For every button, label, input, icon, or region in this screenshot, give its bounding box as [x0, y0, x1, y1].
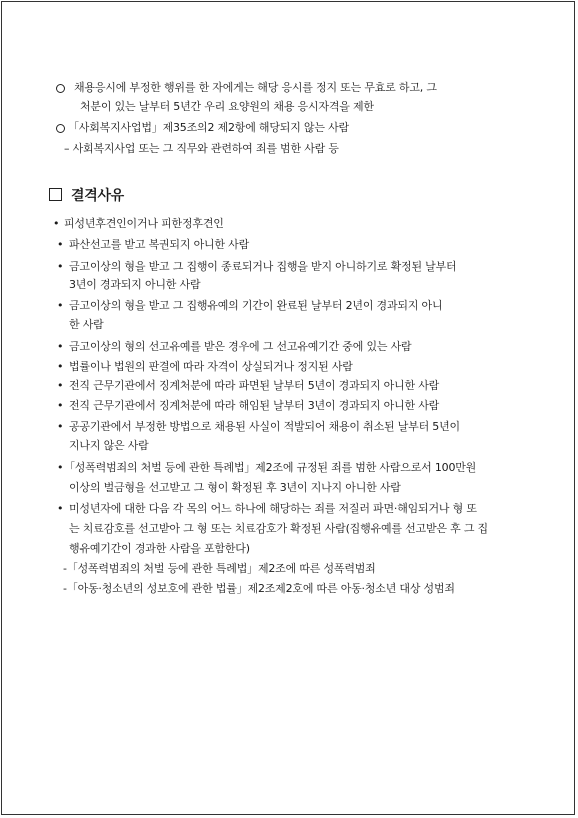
disqualification-item: 금고이상의 형을 받고 그 집행이 종료되거나 집행을 받지 아니하기로 확정된 날부터	[69, 260, 457, 273]
disqualification-item-cont: 3년이 경과되지 아니한 사람	[69, 278, 201, 291]
bullet-icon: •	[57, 238, 64, 251]
circle-bullet-icon	[56, 84, 65, 93]
disqualification-item: 법률이나 법원의 판결에 따라 자격이 상실되거나 정지된 사람	[69, 360, 353, 373]
disqualification-item: 미성년자에 대한 다음 각 목의 어느 하나에 해당하는 죄를 저질러 파면·해임되거나 형 또	[69, 502, 477, 515]
bullet-icon: •	[57, 420, 64, 433]
bullet-icon: •	[57, 299, 64, 312]
bullet-icon: •	[57, 399, 64, 412]
sub-dash-item: -「아동·청소년의 성보호에 관한 법률」제2조제2호에 따른 아동·청소년 대상 성범죄	[63, 582, 455, 595]
disqualification-item: 「성폭력범죄의 처벌 등에 관한 특례법」제2조에 규정된 죄를 범한 사람으로서 100만원	[64, 461, 477, 474]
disqualification-item: 공공기관에서 부정한 방법으로 채용된 사실이 적발되어 채용이 취소된 날부터 5년이	[69, 420, 460, 433]
disqualification-item-cont: 한 사람	[69, 318, 104, 331]
section-title: 결격사유	[71, 188, 124, 204]
disqualification-item: 전직 근무기관에서 징계처분에 따라 해임된 날부터 3년이 경과되지 아니한 사람	[69, 399, 440, 412]
disqualification-item: 금고이상의 형을 받고 그 집행유예의 기간이 완료된 날부터 2년이 경과되지 아니	[69, 299, 443, 312]
checkbox-square-icon	[49, 188, 62, 201]
top-item-1-line-1: 채용응시에 부정한 행위를 한 자에게는 해당 응시를 정지 또는 무효로 하고, 그	[74, 81, 437, 94]
disqualification-item: 파산선고를 받고 복권되지 아니한 사람	[69, 238, 250, 251]
bullet-icon: •	[53, 217, 60, 230]
disqualification-item-cont: 행유예기간이 경과한 사람을 포함한다)	[69, 542, 250, 555]
disqualification-item: 금고이상의 형의 선고유예를 받은 경우에 그 선고유예기간 중에 있는 사람	[69, 340, 412, 353]
top-item-2: 「사회복지사업법」제35조의2 제2항에 해당되지 않는 사람	[68, 121, 349, 134]
bullet-icon: •	[57, 340, 64, 353]
top-sub-item: – 사회복지사업 또는 그 직무와 관련하여 죄를 범한 사람 등	[64, 142, 339, 155]
disqualification-item-cont: 이상의 벌금형을 선고받고 그 형이 확정된 후 3년이 지나지 아니한 사람	[69, 481, 401, 494]
bullet-icon: •	[57, 360, 64, 373]
bullet-icon: •	[57, 461, 64, 474]
bullet-icon: •	[57, 502, 64, 515]
bullet-icon: •	[57, 260, 64, 273]
sub-dash-item: -「성폭력범죄의 처벌 등에 관한 특례법」제2조에 따른 성폭력범죄	[63, 562, 376, 575]
disqualification-item-cont: 는 치료감호를 선고받아 그 형 또는 치료감호가 확정된 사람(집행유예를 선고받은 후 그 집	[69, 522, 488, 535]
circle-bullet-icon	[56, 124, 65, 133]
disqualification-item: 전직 근무기관에서 징계처분에 따라 파면된 날부터 5년이 경과되지 아니한 사람	[69, 379, 440, 392]
bullet-icon: •	[57, 379, 64, 392]
disqualification-item: 피성년후견인이거나 피한정후견인	[64, 217, 224, 230]
disqualification-item-cont: 지나지 않은 사람	[69, 439, 149, 452]
top-item-1-line-2: 처분이 있는 날부터 5년간 우리 요양원의 채용 응시자격을 제한	[80, 100, 374, 113]
